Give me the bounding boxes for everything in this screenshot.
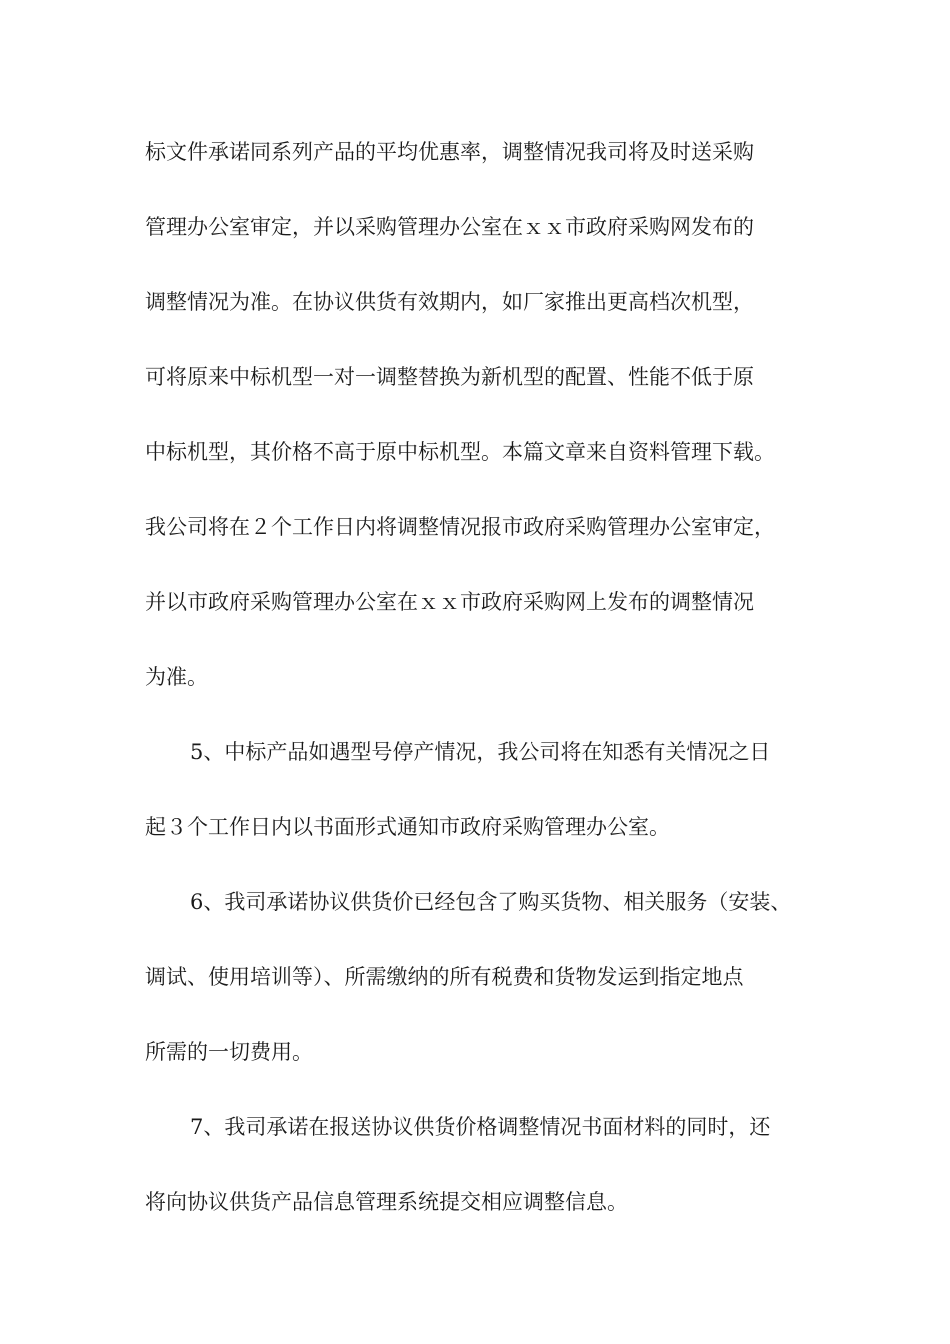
text-line: 调整情况为准。在协议供货有效期内，如厂家推出更高档次机型，	[145, 290, 754, 314]
paragraph-5-line: 5、中标产品如遇型号停产情况，我公司将在知悉有关情况之日	[190, 740, 771, 764]
text-line: 管理办公室审定，并以采购管理办公室在ｘｘ市政府采购网发布的	[145, 215, 754, 239]
text-line: 所需的一切费用。	[145, 1040, 313, 1064]
paragraph-7-line: 7、我司承诺在报送协议供货价格调整情况书面材料的同时，还	[190, 1115, 771, 1139]
text-line: 调试、使用培训等）、所需缴纳的所有税费和货物发运到指定地点	[145, 965, 744, 989]
text-line: 将向协议供货产品信息管理系统提交相应调整信息。	[145, 1190, 628, 1214]
text-line: 为准。	[145, 665, 208, 689]
text-line: 可将原来中标机型一对一调整替换为新机型的配置、性能不低于原	[145, 365, 754, 389]
text-line: 中标机型，其价格不高于原中标机型。本篇文章来自资料管理下载。	[145, 440, 775, 464]
text-line: 并以市政府采购管理办公室在ｘｘ市政府采购网上发布的调整情况	[145, 590, 754, 614]
paragraph-6-line: 6、我司承诺协议供货价已经包含了购买货物、相关服务（安装、	[190, 890, 792, 914]
text-line: 起３个工作日内以书面形式通知市政府采购管理办公室。	[145, 815, 670, 839]
text-line: 我公司将在２个工作日内将调整情况报市政府采购管理办公室审定，	[145, 515, 775, 539]
text-line: 标文件承诺同系列产品的平均优惠率，调整情况我司将及时送采购	[145, 140, 754, 164]
document-body	[145, 134, 825, 1259]
